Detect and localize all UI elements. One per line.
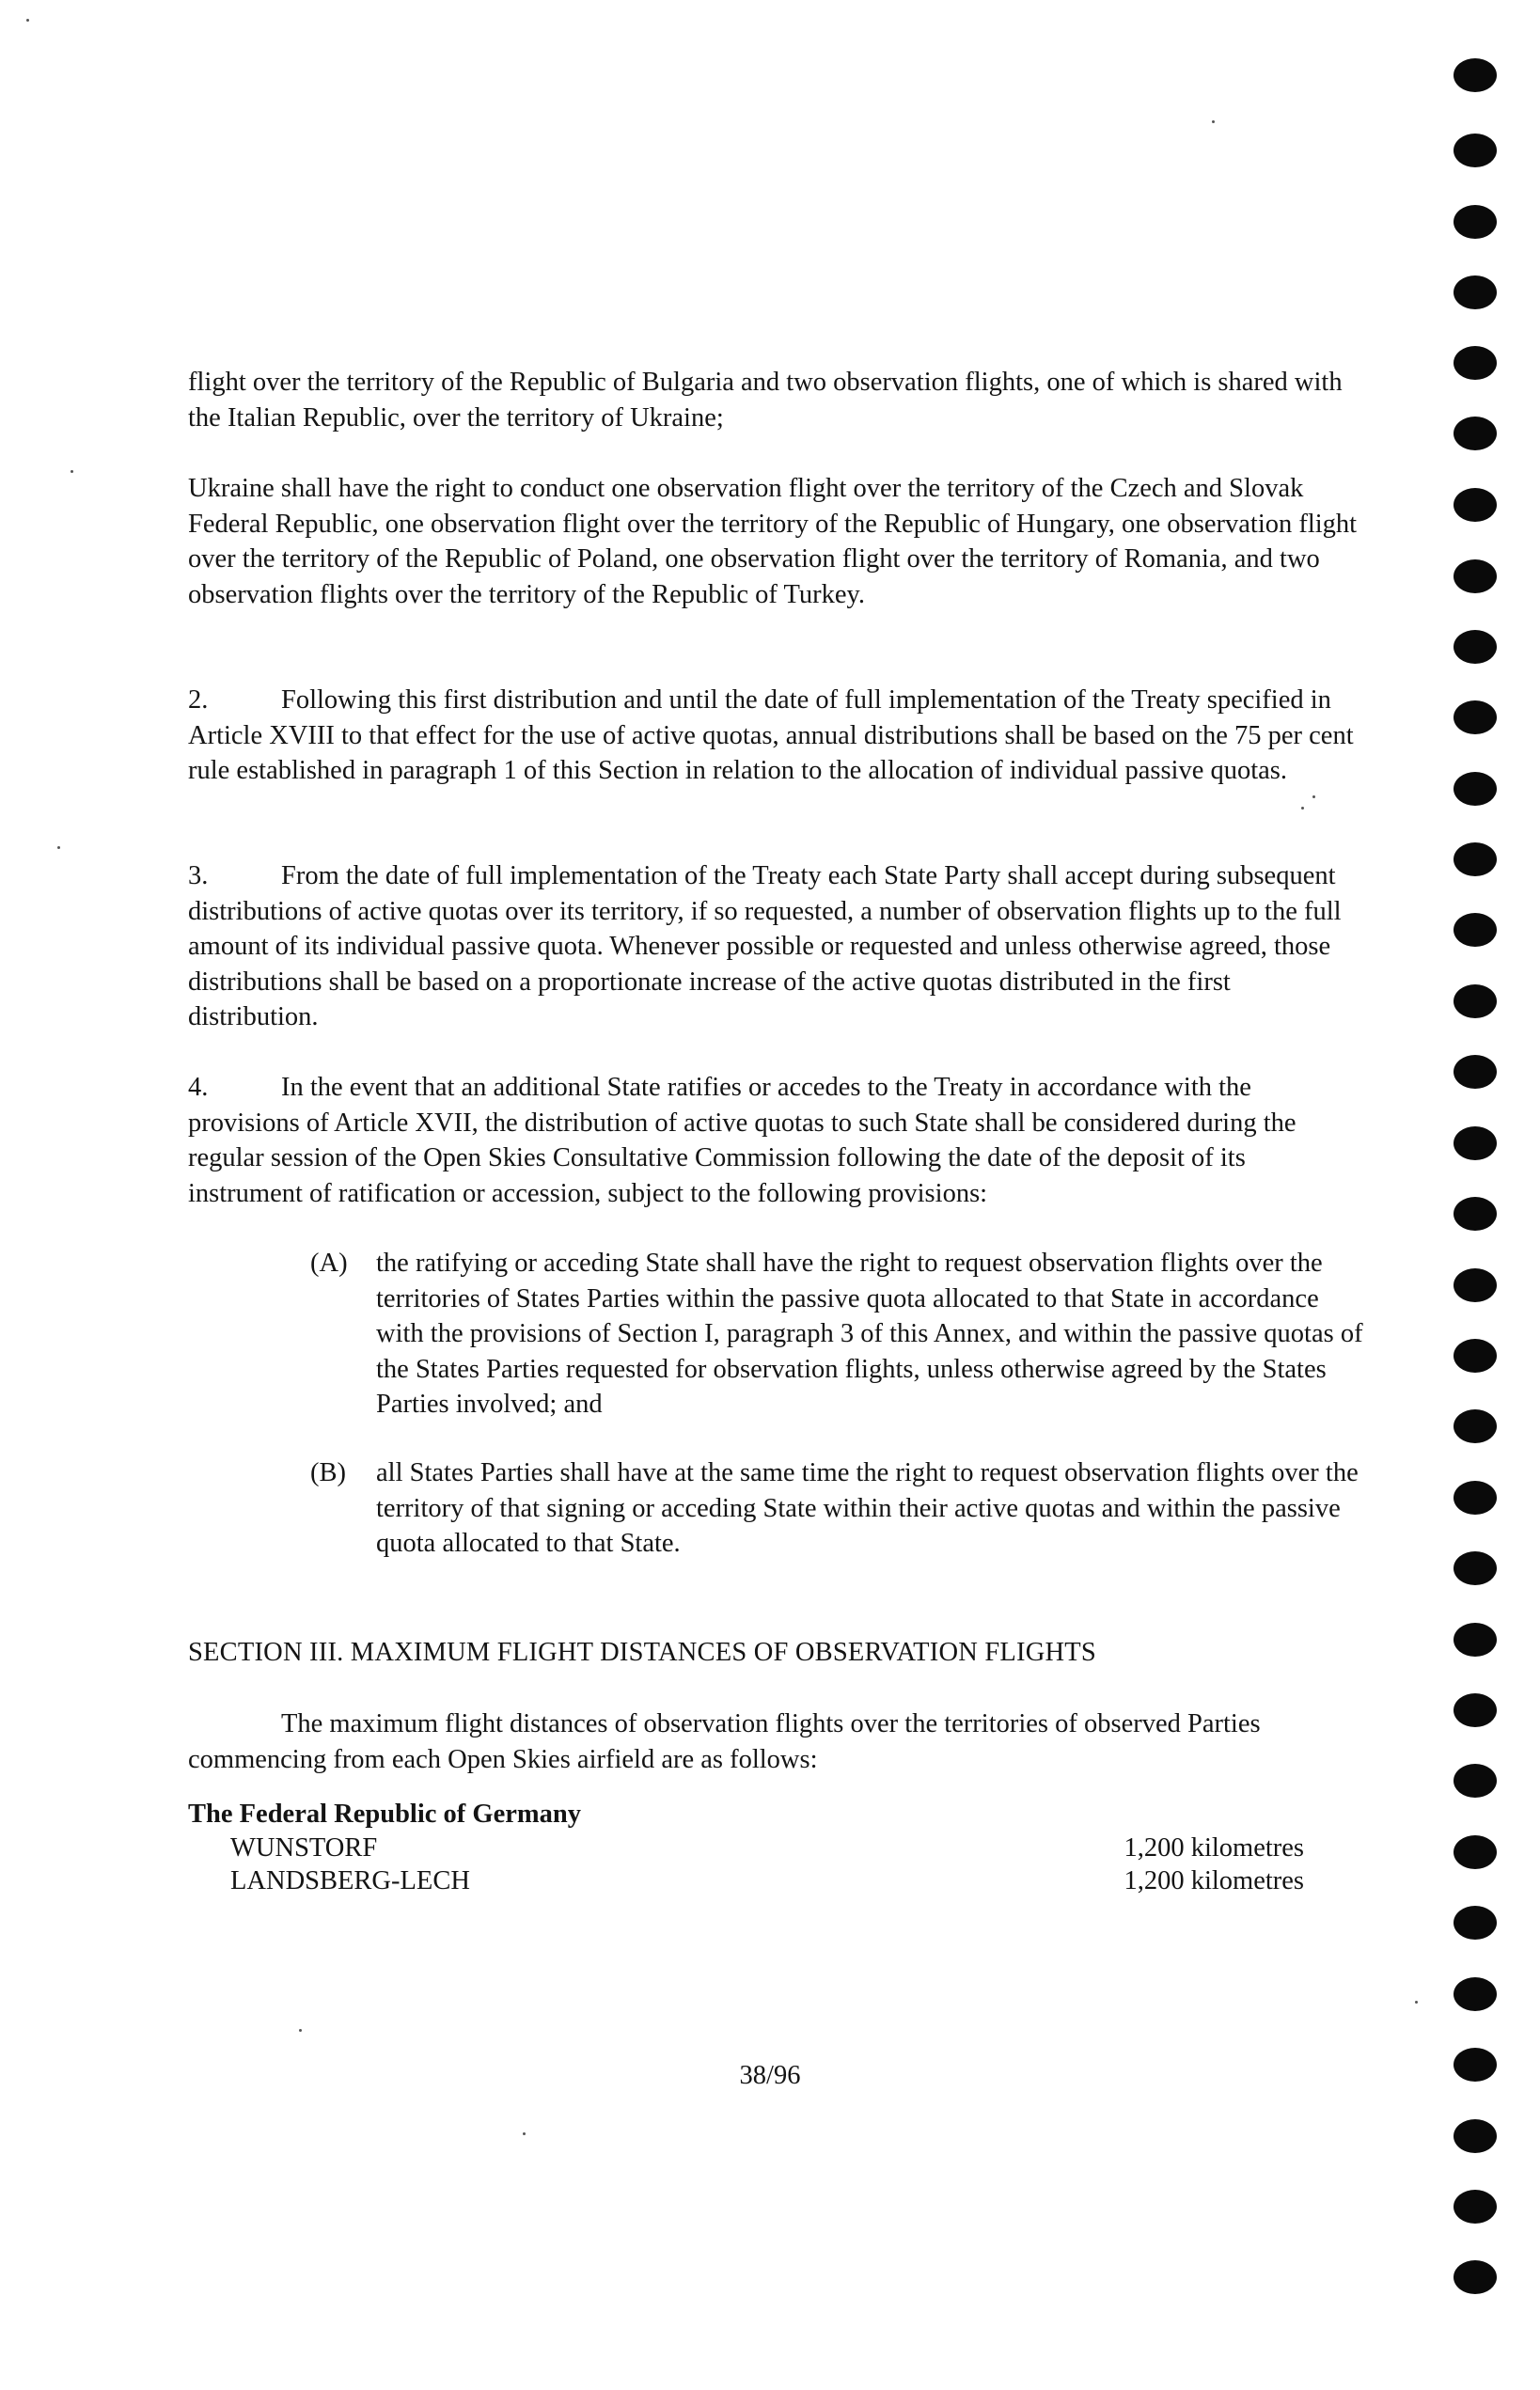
binding-hole — [1454, 772, 1497, 806]
subparagraph-b-text: all States Parties shall have at the same time the right to request observation flights over the territory of that signing or acceding State within their active quotas and within the passive quota allocated to that State. — [376, 1458, 1359, 1558]
scan-speck — [26, 19, 29, 22]
binding-hole — [1454, 1055, 1497, 1089]
section-heading: SECTION III. MAXIMUM FLIGHT DISTANCES OF OBSERVATION FLIGHTS — [188, 1638, 1096, 1667]
paragraph-3-number: 3. — [188, 861, 209, 890]
binding-hole — [1454, 1126, 1497, 1160]
binding-hole — [1454, 2260, 1497, 2294]
binding-hole — [1454, 1339, 1497, 1373]
binding-hole — [1454, 1197, 1497, 1231]
binding-hole — [1454, 1409, 1497, 1443]
binding-hole — [1454, 1623, 1497, 1657]
airfield-name: WUNSTORF — [230, 1833, 378, 1863]
airfield-distance: 1,200 kilometres — [1124, 1833, 1304, 1863]
binding-hole — [1454, 984, 1497, 1018]
binding-hole — [1454, 842, 1497, 876]
country-heading: The Federal Republic of Germany — [188, 1800, 581, 1829]
airfield-name: LANDSBERG-LECH — [230, 1866, 470, 1895]
paragraph-3 — [188, 858, 1359, 1035]
subparagraph-a-text: the ratifying or acceding State shall have the right to request observation flights over the territories of States Parties within the passive quota allocated to that State in accordance with the provisions of Section I, paragraph 3 of this Annex, and within the passive quotas of the States Parties requested for observation flights, unless otherwise agreed by the States Parties involved; and — [376, 1249, 1363, 1419]
subparagraph-b — [310, 1455, 1363, 1562]
binding-hole — [1454, 346, 1497, 380]
binding-hole — [1454, 630, 1497, 664]
paragraph-2 — [188, 683, 1359, 789]
scan-speck — [299, 2029, 302, 2032]
paragraph-3-text: From the date of full implementation of the Treaty each State Party shall accept during subsequent distributions of active quotas over its territory, if so requested, a number of observation flights up to the full amount of its individual passive quota. Whenever possible or requested and unless otherwise agreed, those distributions shall be based on a proportionate increase of the active quotas distributed in the first distribution. — [188, 861, 1342, 1031]
binding-hole — [1454, 2119, 1497, 2153]
binding-hole — [1454, 1268, 1497, 1302]
subparagraph-a-label: (A) — [310, 1249, 348, 1278]
binding-hole — [1454, 1835, 1497, 1869]
scan-speck — [523, 2132, 526, 2135]
paragraph-continuation: flight over the territory of the Republic of Bulgaria and two observation flights, one of which is shared with the Italian Republic, over the territory of Ukraine; — [188, 368, 1343, 432]
section-intro: The maximum flight distances of observation flights over the territories of observed Parties commencing from each Open Skies airfield are as follows: — [188, 1709, 1261, 1774]
binding-hole — [1454, 913, 1497, 947]
subparagraph-b-label: (B) — [310, 1458, 346, 1487]
paragraph-4-text: In the event that an additional State ratifies or accedes to the Treaty in accordance with the provisions of Article XVII, the distribution of active quotas to such State shall be considered during the regular session of the Open Skies Consultative Commission following the date of the deposit of its instrument of ratification or accession, subject to the following provisions: — [188, 1073, 1296, 1208]
scan-speck — [1415, 2001, 1418, 2004]
binding-hole — [1454, 417, 1497, 450]
binding-hole — [1454, 2048, 1497, 2082]
scan-speck — [1312, 795, 1315, 798]
binding-hole — [1454, 205, 1497, 239]
scan-speck — [57, 846, 60, 849]
binding-hole — [1454, 1481, 1497, 1515]
binding-hole — [1454, 275, 1497, 309]
paragraph-ukraine: Ukraine shall have the right to conduct one observation flight over the territory of the Czech and Slovak Federal Republic, one observation flight over the territory of the Republic of Hungary, one observation flight over the territory of the Republic of Poland, one observation flight over the territory of Romania, and two observation flights over the territory of the Republic of Turkey. — [188, 474, 1358, 609]
binding-hole — [1454, 1764, 1497, 1798]
binding-hole — [1454, 1551, 1497, 1585]
paragraph-4 — [188, 1070, 1359, 1211]
page-number: 38/96 — [739, 2061, 801, 2090]
binding-hole — [1454, 58, 1497, 92]
scan-speck — [71, 470, 73, 473]
binding-hole — [1454, 1693, 1497, 1727]
scan-speck — [1212, 120, 1215, 123]
subparagraph-a — [310, 1246, 1363, 1423]
binding-hole — [1454, 134, 1497, 167]
paragraph-2-number: 2. — [188, 685, 209, 715]
paragraph-2-text: Following this first distribution and until the date of full implementation of the Treaty specified in Article XVIII to that effect for the use of active quotas, annual distributions shall be based on the 75 per cent rule established in paragraph 1 of this Section in relation to the allocation of individual passive quotas. — [188, 685, 1354, 785]
binding-hole — [1454, 1977, 1497, 2011]
binding-hole — [1454, 559, 1497, 593]
paragraph-4-number: 4. — [188, 1073, 209, 1102]
scan-speck — [1301, 807, 1304, 810]
binding-hole — [1454, 488, 1497, 522]
binding-hole — [1454, 1906, 1497, 1940]
binding-hole — [1454, 2190, 1497, 2224]
binding-hole — [1454, 700, 1497, 734]
airfield-distance: 1,200 kilometres — [1124, 1866, 1304, 1895]
